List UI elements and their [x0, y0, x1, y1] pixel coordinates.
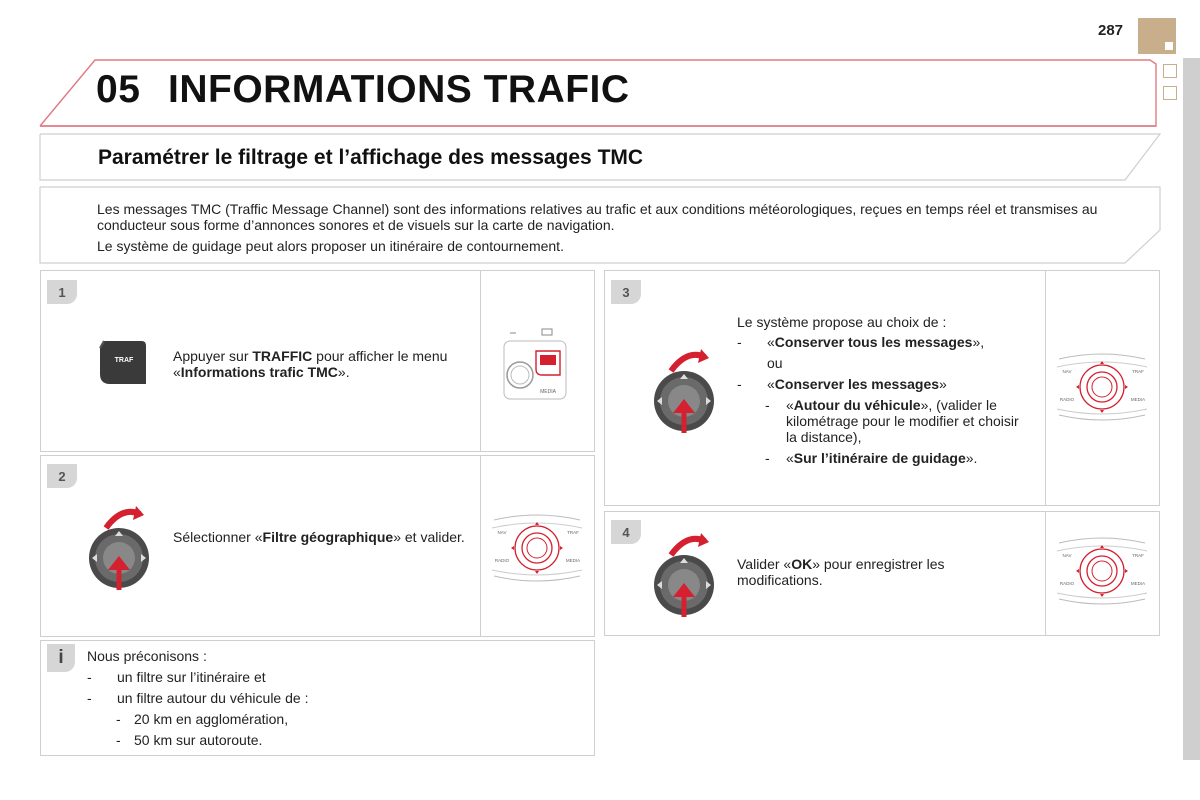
info-item [87, 690, 309, 706]
text-run: », [972, 334, 985, 350]
page-number: 287 [1098, 22, 1124, 39]
step-3-option [737, 334, 1037, 350]
panel-divider [480, 455, 481, 637]
step-3-suboption [765, 397, 770, 413]
media-label: MEDIA [1130, 581, 1146, 586]
bold-run: Conserver les messages [774, 376, 940, 392]
intro-paragraph: Le système de guidage peut alors proposer un itinéraire de contournement. [97, 238, 564, 254]
step-2-badge: 2 [47, 464, 77, 488]
step-3-suboption-text [786, 397, 1031, 445]
step-3-suboption [765, 450, 770, 466]
chapter-number: 05 [96, 68, 141, 111]
bold-run: TRAFFIC [252, 348, 313, 364]
text-run: » pour enregistrer les modifications. [737, 556, 945, 588]
info-title: Nous préconisons : [87, 648, 207, 664]
info-item [87, 669, 266, 685]
traf-label: TRAF [567, 530, 579, 535]
radio-label: RADIO [1059, 397, 1075, 402]
bold-run: Conserver tous les messages [774, 334, 973, 350]
rotary-knob-icon [651, 343, 723, 443]
panel-divider [1045, 511, 1046, 636]
dash: - [737, 334, 742, 350]
media-label: MEDIA [1130, 397, 1146, 402]
text-run: », (valider le kilométrage pour le modifier et choisir la distance), [786, 397, 1019, 445]
text-run: « [786, 450, 794, 466]
text-run: Sélectionner « [173, 529, 263, 545]
rotary-knob-icon [86, 500, 158, 600]
dash: - [116, 711, 121, 727]
text-run: » et valider. [393, 529, 465, 545]
text-run: « [786, 397, 794, 413]
traf-label: TRAF [1132, 553, 1144, 558]
step-1-text [173, 348, 463, 380]
dash: - [87, 690, 92, 706]
bold-run: Informations trafic TMC [180, 364, 338, 380]
traf-button-label: TRAF [114, 357, 134, 364]
dash: - [765, 397, 770, 413]
nav-dial-illustration [488, 512, 586, 584]
panel-divider [1045, 270, 1046, 506]
media-label: MEDIA [540, 389, 556, 395]
bold-run: Filtre géographique [262, 529, 394, 545]
step-3-suboption-text [786, 450, 1036, 466]
dash: - [87, 669, 92, 685]
dash: - [765, 450, 770, 466]
step-2-text [173, 529, 473, 545]
text-run: « [767, 334, 775, 350]
step-1-badge: 1 [47, 280, 77, 304]
traffic-button-icon [96, 338, 148, 388]
text-run: Appuyer sur [173, 348, 253, 364]
dash: - [737, 376, 742, 392]
step-3-or: ou [767, 355, 783, 371]
dash: - [116, 732, 121, 748]
step-3-option [737, 376, 1037, 392]
text-run: Valider « [737, 556, 792, 572]
step-4-badge: 4 [611, 520, 641, 544]
nav-label: NAV [1062, 369, 1072, 374]
step-4-text [737, 556, 997, 588]
info-subitem [116, 711, 289, 727]
bold-run: OK [791, 556, 813, 572]
radio-label: RADIO [494, 558, 510, 563]
info-item-text: un filtre sur l’itinéraire et [117, 669, 266, 685]
nav-label: NAV [497, 530, 507, 535]
info-item-text: un filtre autour du véhicule de : [117, 690, 309, 706]
text-run: ». [337, 364, 350, 380]
text-run: « [767, 376, 775, 392]
radio-label: RADIO [1059, 581, 1075, 586]
text-run: pour afficher le menu « [173, 348, 448, 380]
media-label: MEDIA [565, 558, 581, 563]
panel-divider [480, 270, 481, 452]
info-subitem-text: 50 km sur autoroute. [134, 732, 263, 748]
chapter-title: INFORMATIONS TRAFIC [168, 68, 630, 111]
info-subitem [116, 732, 263, 748]
step-3-badge: 3 [611, 280, 641, 304]
section-title: Paramétrer le filtrage et l’affichage des messages TMC [98, 146, 644, 169]
nav-dial-illustration [1053, 535, 1151, 607]
bold-run: Sur l’itinéraire de guidage [793, 450, 966, 466]
intro-paragraph: Les messages TMC (Traffic Message Channel) sont des informations relatives au trafic et aux conditions météorologiques, reçues en temps réel et transmises au conducteur sous forme d’annonces sonores et de visuels sur la carte de navigation. [97, 201, 1098, 233]
info-subitem-text: 20 km en agglomération, [134, 711, 289, 727]
text-run: » [939, 376, 947, 392]
bold-run: Autour du véhicule [793, 397, 921, 413]
nav-dial-illustration [1053, 351, 1151, 423]
nav-label: NAV [1062, 553, 1072, 558]
traf-label: TRAF [1132, 369, 1144, 374]
intro-text [97, 201, 1107, 254]
text-run: ». [965, 450, 978, 466]
rotary-knob-icon [651, 527, 723, 627]
info-icon: i [47, 644, 75, 672]
console-buttons-illustration [496, 323, 574, 403]
step-3-intro: Le système propose au choix de : [737, 314, 947, 330]
